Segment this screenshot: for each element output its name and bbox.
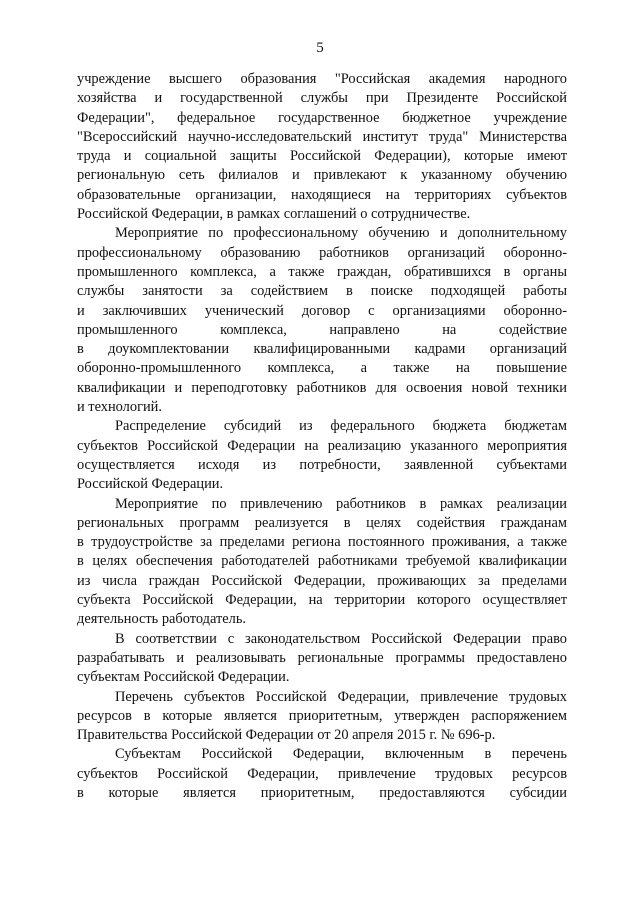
paragraph <box>77 224 567 417</box>
text-line: Российской Федерации. <box>77 476 224 493</box>
text-line: и технологий. <box>77 399 162 416</box>
text-line: в доукомплектовании квалифицированными кадрами организаций <box>77 341 567 358</box>
paragraph <box>77 70 567 224</box>
text-line: региональную сеть филиалов и привлекают к указанному обучению <box>77 167 567 184</box>
paragraph <box>77 495 567 630</box>
text-line: учреждение высшего образования "Российская академия народного <box>77 71 567 87</box>
text-line: Субъектам Российской Федерации, включенным в перечень <box>115 746 567 763</box>
text-line: Мероприятие по профессиональному обучению и дополнительному <box>115 225 567 242</box>
text-line: Мероприятие по привлечению работников в рамках реализации <box>115 495 567 512</box>
text-line: Правительства Российской Федерации от 20 апреля 2015 г. № 696-р. <box>77 727 496 744</box>
paragraph <box>77 688 567 746</box>
text-line: региональных программ реализуется в целях содействия гражданам <box>77 514 567 531</box>
text-line: образовательные организации, находящиеся на территориях субъектов <box>77 186 567 203</box>
body-text <box>77 70 567 803</box>
text-line: промышленного комплекса, а также граждан, обратившихся в органы <box>77 263 567 280</box>
text-line: субъектов Российской Федерации, привлечение трудовых ресурсов <box>77 765 567 782</box>
text-line: осуществляется исходя из потребности, заявленной субъектами <box>77 456 567 473</box>
text-line: субъектов Российской Федерации на реализацию указанного мероприятия <box>77 437 567 454</box>
text-line: В соответствии с законодательством Российской Федерации право <box>115 630 567 647</box>
text-line: в целях обеспечения работодателей работниками требуемой квалификации <box>77 553 567 570</box>
text-line: субъектам Российской Федерации. <box>77 669 290 686</box>
text-line: промышленного комплекса, направлено на содействие <box>77 321 567 338</box>
text-line: оборонно-промышленного комплекса, а также на повышение <box>77 360 567 377</box>
text-line: деятельность работодатель. <box>77 611 246 628</box>
text-line: и заключивших ученический договор с организациями оборонно- <box>77 302 567 319</box>
text-line: из числа граждан Российской Федерации, проживающих за пределами <box>77 572 567 589</box>
text-line: в которые является приоритетным, предоставляются субсидии <box>77 784 567 801</box>
text-line: "Всероссийский научно-исследовательский институт труда" Министерства <box>77 128 567 145</box>
text-line: труда и социальной защиты Российской Федерации), которые имеют <box>77 148 567 165</box>
text-line: Российской Федерации, в рамках соглашений о сотрудничестве. <box>77 206 471 223</box>
text-line: Распределение субсидий из федерального бюджета бюджетам <box>115 418 567 435</box>
paragraph <box>77 630 567 688</box>
text-line: в трудоустройстве за пределами региона постоянного проживания, а также <box>77 534 567 551</box>
text-line: квалификации и переподготовку работников для освоения новой техники <box>77 379 567 396</box>
page-number: 5 <box>316 40 324 56</box>
text-line: субъекта Российской Федерации, на территории которого осуществляет <box>77 592 567 609</box>
text-line: ресурсов в которые является приоритетным, утвержден распоряжением <box>77 707 567 724</box>
text-line: Перечень субъектов Российской Федерации, привлечение трудовых <box>115 688 567 705</box>
text-line: профессиональному образованию работников организаций оборонно- <box>77 244 567 261</box>
text-line: Федерации", федеральное государственное бюджетное учреждение <box>77 109 567 126</box>
paragraph <box>77 745 567 803</box>
text-line: службы занятости за содействием в поиске подходящей работы <box>77 283 567 300</box>
text-line: разрабатывать и реализовывать региональные программы предоставлено <box>77 649 567 666</box>
text-line: хозяйства и государственной службы при Президенте Российской <box>77 90 567 107</box>
paragraph <box>77 417 567 494</box>
